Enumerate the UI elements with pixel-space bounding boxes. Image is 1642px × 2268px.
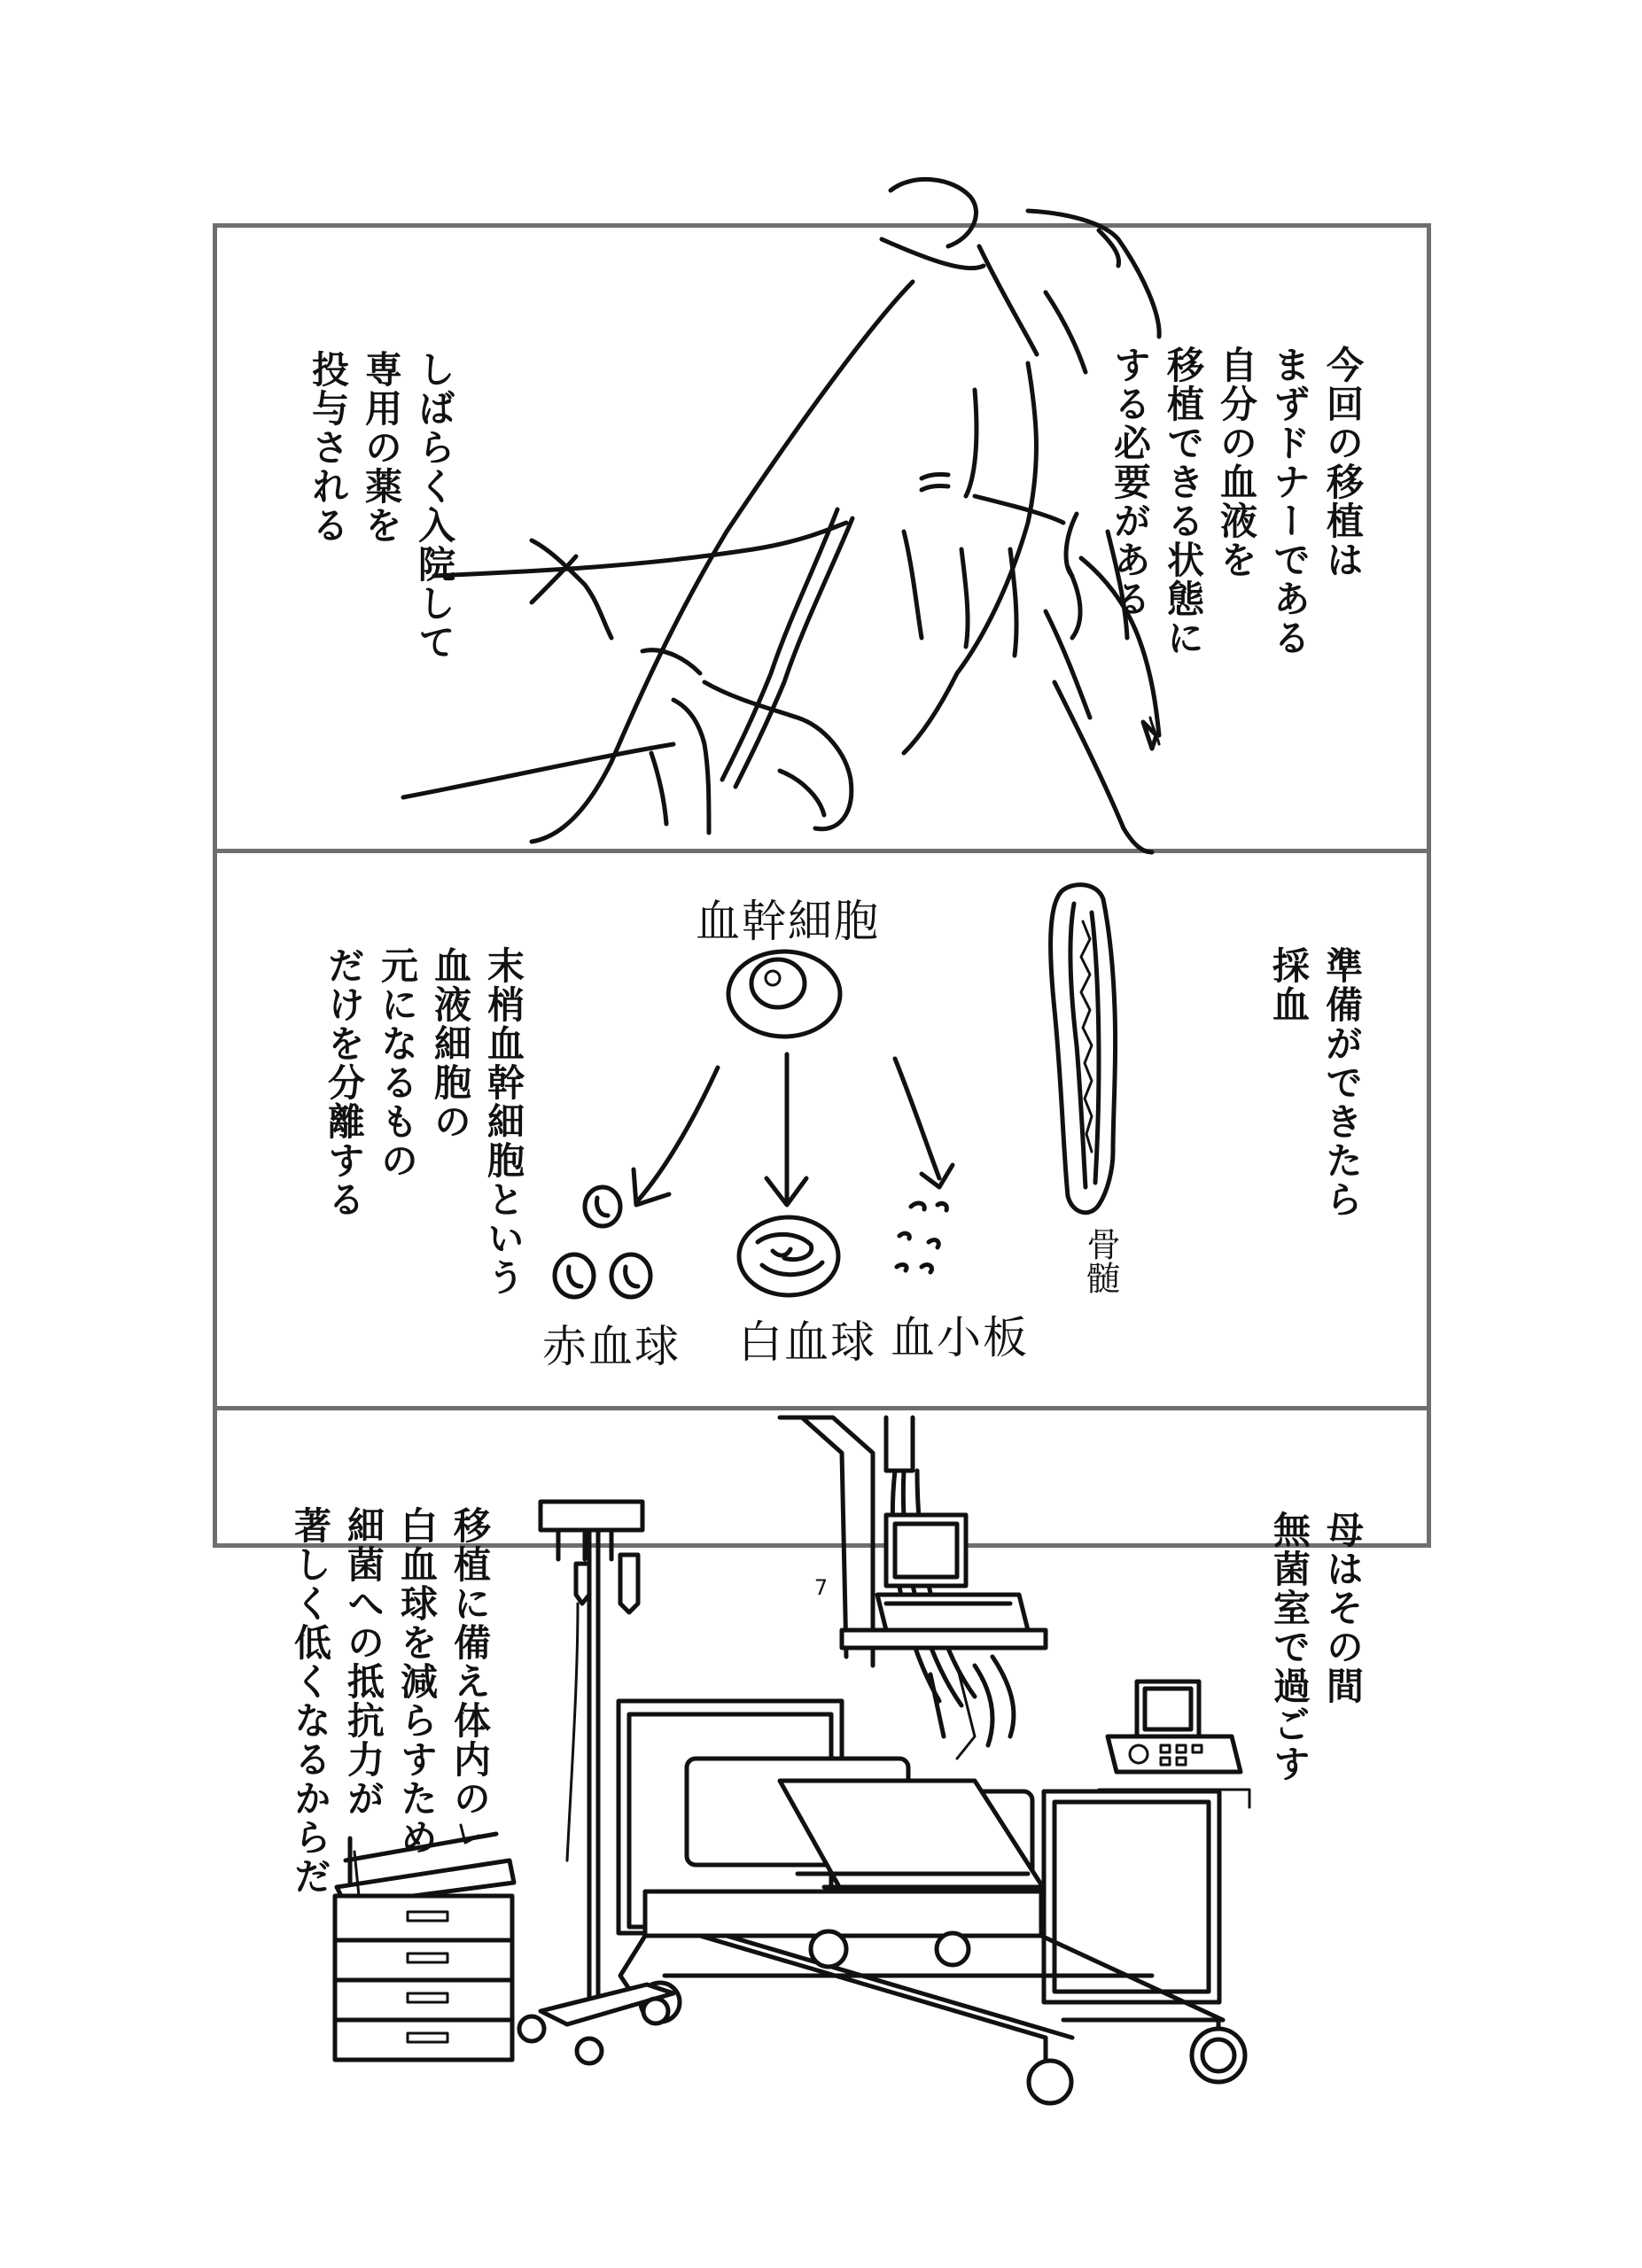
panel1-caption-1: 今回の移植は まずドナーである 自分の血液を 移植できる状態に する必要がある: [1109, 346, 1365, 657]
red-cell-label: 赤血球: [542, 1321, 681, 1372]
panel3-caption-2: 移植に備え体内の 白血球を減らすため 細菌への抵抗力が 著しく低くなるからだ: [289, 1506, 492, 1896]
panel3-caption-1: 母はその間 無菌室で過ごす: [1268, 1511, 1365, 1783]
panel2-caption-1: 準備ができたら 採血: [1267, 946, 1364, 1219]
white-cell-label: 白血球: [738, 1317, 876, 1368]
page-number: 7: [813, 1575, 829, 1600]
panel2-caption-2: 末梢血幹細胞という 血液細胞の 元になるもの だけを分離する: [323, 946, 525, 1297]
marrow-label: 骨髄: [1081, 1227, 1120, 1294]
platelet-label: 血小板: [891, 1312, 1029, 1363]
stem-cell-label: 血幹細胞: [696, 896, 880, 947]
panel1-caption-2: しばらく入院して 専用の薬を 投与される: [307, 350, 456, 662]
